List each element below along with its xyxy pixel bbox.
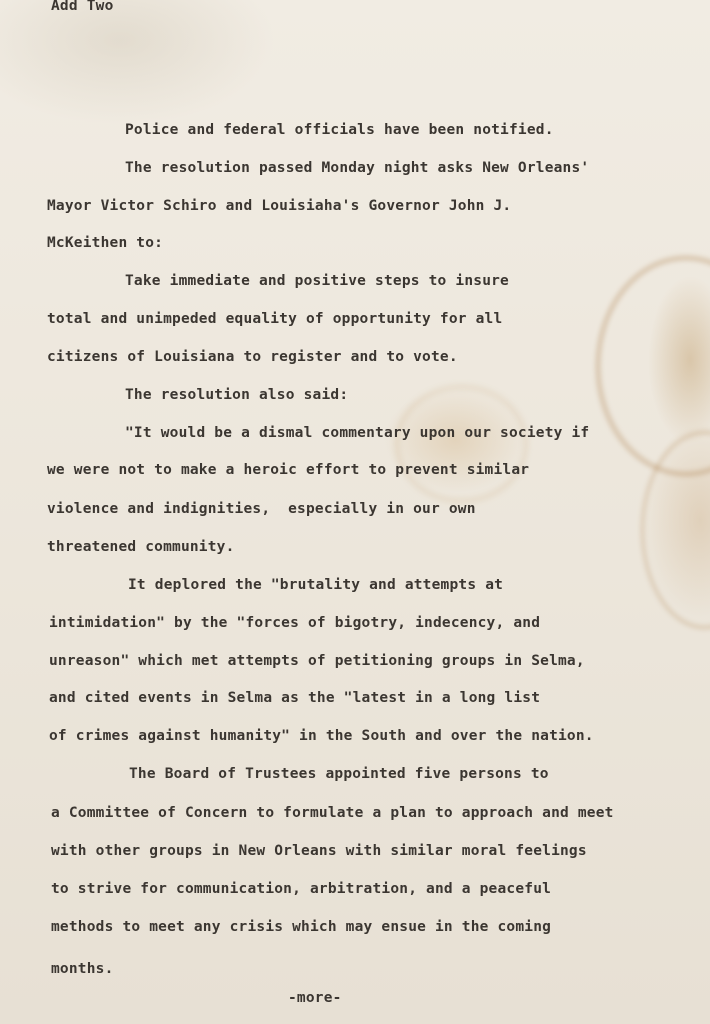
text-line: violence and indignities, especially in our own: [47, 501, 476, 517]
page-header: Add Two: [51, 0, 114, 14]
text-line: The resolution passed Monday night asks New Orleans': [125, 160, 590, 176]
text-line: Police and federal officials have been notified.: [125, 122, 554, 138]
text-line: and cited events in Selma as the "latest in a long list: [49, 690, 541, 706]
text-line: total and unimpeded equality of opportunity for all: [47, 311, 503, 327]
text-line: It deplored the "brutality and attempts at: [128, 577, 504, 593]
text-line: we were not to make a heroic effort to prevent similar: [47, 462, 530, 478]
text-line: methods to meet any crisis which may ensue in the coming: [51, 919, 552, 935]
text-line: with other groups in New Orleans with similar moral feelings: [51, 843, 587, 859]
text-line: The Board of Trustees appointed five persons to: [129, 766, 549, 782]
text-line: The resolution also said:: [125, 387, 349, 403]
text-line: of crimes against humanity" in the South and over the nation.: [49, 728, 594, 744]
text-line: McKeithen to:: [47, 235, 164, 251]
text-line: unreason" which met attempts of petitioning groups in Selma,: [49, 653, 585, 669]
text-line: a Committee of Concern to formulate a plan to approach and meet: [51, 805, 614, 821]
text-line: Mayor Victor Schiro and Louisiaha's Governor John J.: [47, 198, 512, 214]
text-line: citizens of Louisiana to register and to vote.: [47, 349, 458, 365]
text-line: Take immediate and positive steps to insure: [125, 273, 509, 289]
text-line: to strive for communication, arbitration, and a peaceful: [51, 881, 552, 897]
text-line: intimidation" by the "forces of bigotry, indecency, and: [49, 615, 541, 631]
text-line: "It would be a dismal commentary upon our society if: [125, 425, 590, 441]
text-line: months.: [51, 961, 114, 977]
text-line: threatened community.: [47, 539, 235, 555]
continuation-marker: -more-: [288, 990, 342, 1006]
